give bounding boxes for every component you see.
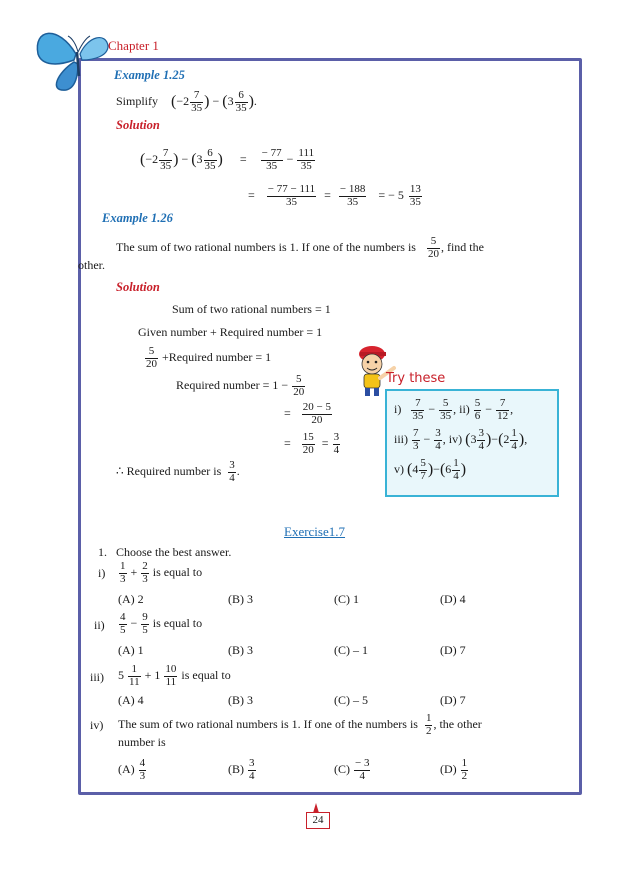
- question-iv-option-c-label: (C): [334, 761, 350, 776]
- question-ii-option-d: (D) 7: [440, 643, 466, 657]
- ex126-step1: Sum of two rational numbers = 1: [172, 302, 331, 316]
- question-iii-number: iii): [90, 670, 104, 684]
- question-iii-option-d: (D) 7: [440, 693, 466, 707]
- ex126-problem-end: , find the: [440, 239, 484, 254]
- question-iv-option-a-label: (A): [118, 761, 135, 776]
- butterfly-icon: [28, 24, 118, 96]
- ex125-solution-label: Solution: [116, 118, 160, 132]
- ex126-step4: Required number = 1 − $\frac{5}{20}$: [176, 373, 305, 398]
- ex126-conclusion: ∴ Required number is $\frac{3}{4}$ .: [116, 459, 240, 484]
- chapter-label: Chapter 1: [108, 38, 159, 53]
- ex126-step5: = $\frac{20 - 5}{20}$: [284, 401, 331, 426]
- ex125-step2: = $\frac{- 77 - 111}{35}$ = $\frac{- 188}{35}$ = − 5 $\frac{13}{35}$: [248, 183, 421, 208]
- question-iv-line2: number is: [118, 735, 166, 749]
- question-i-text: is equal to: [152, 564, 203, 579]
- question-ii-text: is equal to: [152, 615, 203, 630]
- question-ii-number: ii): [94, 618, 105, 632]
- ex125-step1: (−2 $\frac{7}{35}$ ) − (3 $\frac{6}{35}$ ) = $\frac{- 77}{35}$ − $\frac{111}{35}$: [140, 147, 315, 172]
- ex126-step3: $\frac{5}{20}$ +Required number = 1: [146, 345, 272, 370]
- question-ii-expr: $\frac{4}{5}$ − $\frac{9}{5}$ is equal to: [120, 611, 203, 636]
- try-these-v: v) (4 $\frac{5}{7}$ )−(6 $\frac{1}{4}$ ): [394, 457, 467, 482]
- ex126-problem-line2: other.: [78, 258, 105, 272]
- example-1-26-title: Example 1.26: [102, 211, 173, 225]
- question-iv-number: iv): [90, 718, 104, 732]
- question-ii-option-a: (A) 1: [118, 643, 144, 657]
- question-iv-option-c: (C) $\frac{- 3}{4}$: [334, 757, 370, 782]
- question-iii-option-a: (A) 4: [118, 693, 144, 707]
- ex126-step2: Given number + Required number = 1: [138, 325, 323, 339]
- question-iv-option-d: (D) $\frac{1}{2}$: [440, 757, 468, 782]
- question-iii-expr: 5 $\frac{1}{11}$ + 1 $\frac{10}{11}$ is equal to: [118, 663, 231, 688]
- question-iii-option-b: (B) 3: [228, 693, 253, 707]
- question-i-expr: $\frac{1}{3}$ + $\frac{2}{3}$ is equal to: [120, 560, 203, 585]
- question-iv-option-d-label: (D): [440, 761, 457, 776]
- question-i-option-b: (B) 3: [228, 592, 253, 606]
- question-iv-option-b: (B) $\frac{3}{4}$: [228, 757, 255, 782]
- question-iv-text: The sum of two rational numbers is 1. If one of the numbers is: [118, 716, 418, 731]
- question-ii-option-b: (B) 3: [228, 643, 253, 657]
- question-iii-option-c: (C) – 5: [334, 693, 368, 707]
- exercise-q1-text: Choose the best answer.: [116, 545, 232, 559]
- question-ii-option-c: (C) – 1: [334, 643, 368, 657]
- question-iv-line1: The sum of two rational numbers is 1. If one of the numbers is $\frac{1}{2}$ , the other: [118, 712, 482, 737]
- exercise-q1: 1. Choose the best answer.: [98, 545, 232, 559]
- ex125-simplify-label: Simplify: [116, 93, 159, 108]
- ex126-conclusion-text: ∴ Required number is: [116, 463, 222, 478]
- ex126-problem-text: The sum of two rational numbers is 1. If one of the numbers is: [116, 239, 416, 254]
- ex126-problem-line1: The sum of two rational numbers is 1. If one of the numbers is $\frac{5}{20}$ , find the: [116, 235, 484, 260]
- ex126-solution-label: Solution: [116, 280, 160, 294]
- example-1-25-title: Example 1.25: [114, 68, 185, 82]
- question-iii-text: is equal to: [181, 667, 231, 682]
- question-iv-option-b-label: (B): [228, 761, 244, 776]
- ex126-step6: = $\frac{15}{20}$ = $\frac{3}{4}$: [284, 431, 340, 456]
- question-i-option-a: (A) 2: [118, 592, 144, 606]
- ex126-step3-text: +Required number = 1: [162, 349, 272, 364]
- question-i-option-c: (C) 1: [334, 592, 359, 606]
- try-these-iii-iv: iii) $\frac{7}{3}$ − $\frac{3}{4}$ , iv) (3 $\frac{3}{4}$ )−(2 $\frac{1}{4}$ ),: [394, 427, 528, 452]
- try-these-title: Try these: [386, 371, 446, 386]
- ex125-problem: Simplify (−2 $\frac{7}{35}$ ) − (3 $\frac{6}{35}$ ).: [116, 89, 257, 114]
- page-number: 24: [306, 812, 330, 829]
- question-iv-option-a: (A) $\frac{4}{3}$: [118, 757, 146, 782]
- question-i-option-d: (D) 4: [440, 592, 466, 606]
- question-iv-text-end: , the other: [433, 716, 482, 731]
- try-these-i-ii: i) $\frac{7}{35}$ − $\frac{5}{35}$ , ii) $\frac{5}{6}$ − $\frac{7}{12}$ ,: [394, 397, 514, 422]
- ex126-step4-text: Required number = 1 −: [176, 377, 289, 392]
- question-i-number: i): [98, 566, 106, 580]
- exercise-title: Exercise1.7: [284, 524, 346, 539]
